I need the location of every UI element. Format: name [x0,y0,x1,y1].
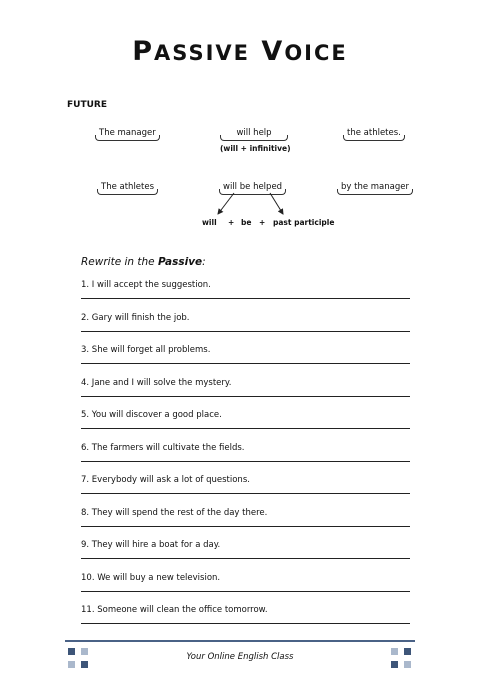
answer-line[interactable] [81,461,410,462]
formula-past-participle: past participle [273,218,335,227]
exercise-item [81,410,411,420]
answer-line[interactable] [81,298,410,299]
exercise-sentence: 4. Jane and I will solve the mystery. [81,377,232,388]
corner-square-icon [404,661,411,668]
exercise-item [81,345,411,355]
answer-line[interactable] [81,526,410,527]
passive-subject-text: The athletes [101,182,155,192]
exercise-sentence: 2. Gary will finish the job. [81,312,190,323]
passive-agent [337,182,413,194]
formula-plus-1: + [228,218,235,227]
instruction-prefix: Rewrite in the [81,256,158,268]
corner-square-icon [391,661,398,668]
answer-line[interactable] [81,396,410,397]
passive-agent-text: by the manager [341,182,409,192]
exercise-sentence: 11. Someone will clean the office tomorrow. [81,605,268,615]
brace-bracket [97,189,158,195]
footer-text: Your Online English Class [186,652,294,662]
title-initial-p: P [132,36,155,67]
passive-verb [219,182,286,194]
active-subject [95,128,160,140]
brace-bracket [343,135,405,141]
answer-line[interactable] [81,558,410,559]
active-verb-text: will help [236,128,272,138]
exercise-sentence: 6. The farmers will cultivate the fields. [81,442,245,453]
brace-bracket [219,189,286,195]
exercise-sentence: 3. She will forget all problems. [81,345,211,355]
answer-line[interactable] [81,331,410,332]
active-object-text: the athletes. [347,128,401,138]
title-rest-oice: OICE [284,41,348,65]
active-object [343,128,405,140]
active-subject-text: The manager [99,128,156,138]
exercise-item [81,313,411,323]
answer-line[interactable] [81,623,410,624]
formula-plus-2: + [259,218,266,227]
exercise-item [81,540,411,550]
answer-line[interactable] [81,363,410,364]
brace-bracket [95,135,160,141]
footer-divider [65,640,415,642]
brace-bracket [337,189,413,195]
exercise-item [81,443,411,453]
instruction-emphasis: Passive [157,256,203,268]
exercise-sentence: 9. They will hire a boat for a day. [81,540,221,550]
title-rest-assive: ASSIVE [154,41,251,65]
active-verb-note: (will + infinitive) [220,144,291,153]
instruction [81,256,206,268]
exercise-sentence: 8. They will spend the rest of the day there. [81,507,268,518]
exercise-item [81,573,411,583]
active-verb [220,128,288,140]
exercise-item [81,508,411,518]
title-initial-v: V [261,36,285,67]
arrow-to-will [218,193,234,214]
exercise-sentence: 1. I will accept the suggestion. [81,280,211,290]
exercise-sentence: 7. Everybody will ask a lot of questions. [81,475,250,485]
instruction-suffix: : [202,256,206,268]
answer-line[interactable] [81,493,410,494]
passive-subject [97,182,158,194]
exercise-item [81,378,411,388]
exercise-item [81,475,411,485]
brace-bracket [220,135,288,141]
answer-line[interactable] [81,591,410,592]
corner-square-icon [81,661,88,668]
exercise-sentence: 10. We will buy a new television. [81,572,221,583]
corner-square-icon [68,661,75,668]
exercise-sentence: 5. You will discover a good place. [81,410,222,420]
formula-will: will [202,218,217,227]
answer-line[interactable] [81,428,410,429]
exercise-item [81,605,411,615]
passive-verb-text: will be helped [223,182,283,192]
page-title [0,36,480,67]
arrow-to-participle [270,193,283,214]
formula-be: be [241,218,252,227]
exercise-item [81,280,411,290]
section-label: FUTURE [67,100,107,110]
